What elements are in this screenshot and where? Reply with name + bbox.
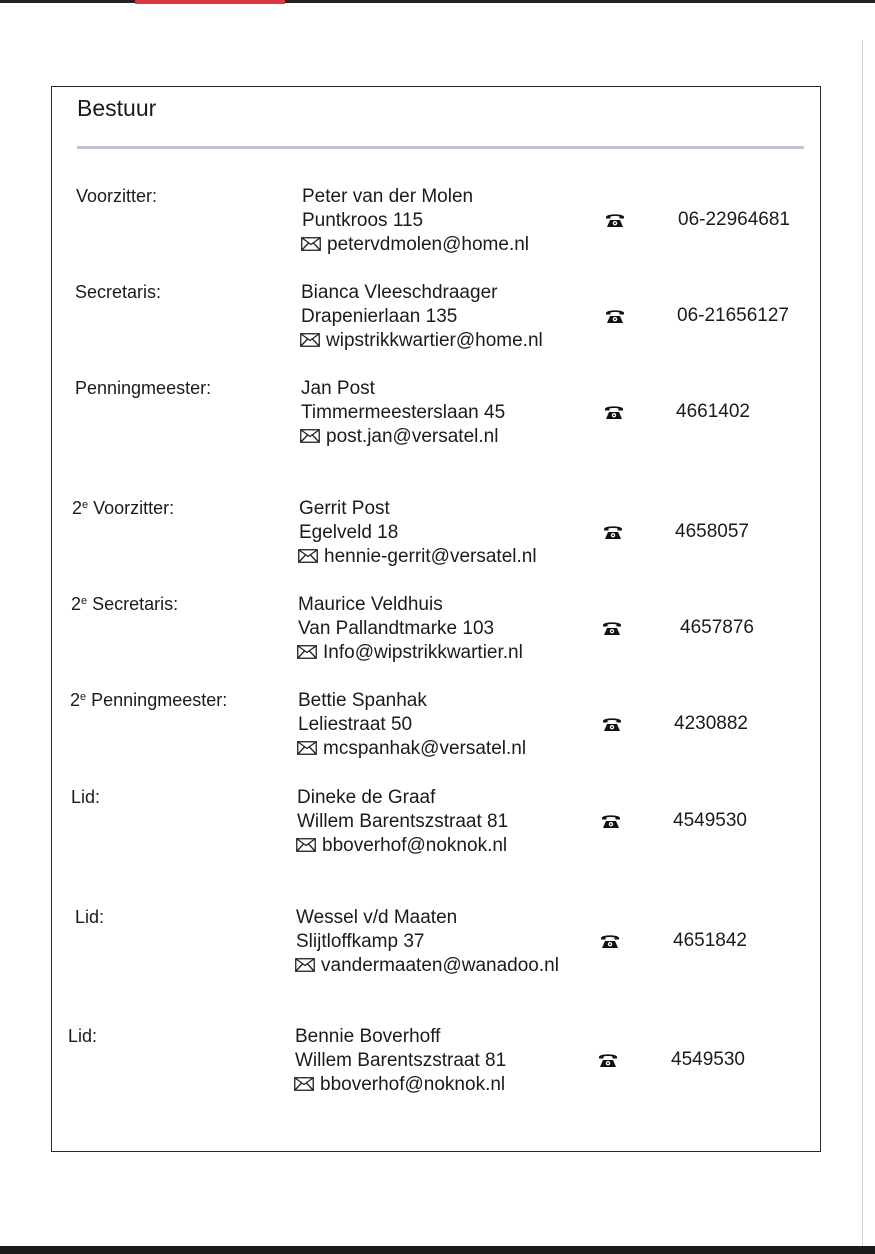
- member-address: Van Pallandtmarke 103: [298, 618, 495, 639]
- member-role: [71, 594, 178, 615]
- member-role: [75, 907, 104, 928]
- role-label: Lid:: [71, 787, 101, 807]
- telephone-icon: [602, 716, 622, 732]
- envelope-icon: [296, 836, 316, 850]
- board-member-entry: [0, 1026, 875, 1106]
- member-address: Slijtloffkamp 37: [296, 931, 425, 952]
- role-label: Penningmeester:: [75, 378, 212, 398]
- telephone-icon: [598, 1052, 618, 1068]
- role-label: Lid:: [75, 907, 105, 927]
- member-email[interactable]: Info@wipstrikkwartier.nl: [323, 642, 523, 663]
- member-phone: 06-21656127: [677, 305, 789, 326]
- member-name: Bennie Boverhoff: [295, 1026, 441, 1047]
- member-email-line: [297, 738, 526, 760]
- page-title: Bestuur: [77, 95, 157, 121]
- envelope-icon: [301, 235, 321, 249]
- role-label: Lid:: [68, 1026, 98, 1046]
- role-ordinal: 2: [71, 594, 82, 614]
- member-phone: 4651842: [673, 930, 747, 951]
- role-ordinal-suffix: e: [81, 595, 88, 607]
- member-role: [71, 787, 100, 808]
- telephone-icon: [604, 404, 624, 420]
- telephone-icon: [605, 212, 625, 228]
- member-email-line: [295, 955, 559, 977]
- member-phone: 06-22964681: [678, 209, 790, 230]
- board-member-entry: [0, 498, 875, 578]
- member-email[interactable]: hennie-gerrit@versatel.nl: [324, 546, 537, 567]
- envelope-icon: [300, 427, 320, 441]
- board-member-entry: [0, 594, 875, 674]
- member-address: Timmermeesterslaan 45: [301, 402, 506, 423]
- member-role: [70, 690, 227, 711]
- role-ordinal-suffix: e: [82, 499, 89, 511]
- board-member-entry: [0, 907, 875, 987]
- member-name: Jan Post: [301, 378, 375, 399]
- member-email[interactable]: petervdmolen@home.nl: [327, 234, 530, 255]
- member-email-line: [298, 546, 537, 568]
- telephone-icon: [601, 813, 621, 829]
- telephone-icon: [602, 620, 622, 636]
- board-member-entry: [0, 186, 875, 266]
- member-email[interactable]: bboverhof@noknok.nl: [322, 835, 508, 856]
- member-name: Wessel v/d Maaten: [296, 907, 458, 928]
- board-member-entry: [0, 787, 875, 867]
- member-email[interactable]: bboverhof@noknok.nl: [320, 1074, 506, 1095]
- member-role: [76, 186, 157, 207]
- board-member-entry: [0, 282, 875, 362]
- role-label: Secretaris:: [75, 282, 162, 302]
- member-email[interactable]: vandermaaten@wanadoo.nl: [321, 955, 559, 976]
- member-email-line: [296, 835, 507, 857]
- envelope-icon: [297, 643, 317, 657]
- member-name: Bianca Vleeschdraager: [301, 282, 498, 303]
- envelope-icon: [295, 956, 315, 970]
- member-phone: 4230882: [674, 713, 748, 734]
- member-email-line: [300, 330, 543, 352]
- member-address: Willem Barentszstraat 81: [295, 1050, 507, 1071]
- role-ordinal-suffix: e: [80, 691, 87, 703]
- member-role: [75, 378, 211, 399]
- scan-top-edge: [0, 0, 875, 3]
- envelope-icon: [300, 331, 320, 345]
- member-name: Maurice Veldhuis: [298, 594, 443, 615]
- member-phone: 4661402: [676, 401, 750, 422]
- member-email[interactable]: mcspanhak@versatel.nl: [323, 738, 527, 759]
- member-email[interactable]: wipstrikkwartier@home.nl: [326, 330, 543, 351]
- envelope-icon: [297, 739, 317, 753]
- role-label: Secretaris:: [87, 594, 179, 614]
- member-phone: 4658057: [675, 521, 749, 542]
- member-name: Dineke de Graaf: [297, 787, 436, 808]
- role-ordinal: 2: [70, 690, 81, 710]
- member-address: Puntkroos 115: [302, 210, 424, 231]
- envelope-icon: [298, 547, 318, 561]
- member-name: Gerrit Post: [299, 498, 390, 519]
- member-role: [68, 1026, 97, 1047]
- member-email-line: [297, 642, 523, 664]
- board-member-entry: [0, 690, 875, 770]
- telephone-icon: [603, 524, 623, 540]
- role-label: Voorzitter:: [88, 498, 175, 518]
- role-ordinal: 2: [72, 498, 83, 518]
- board-member-entry: [0, 378, 875, 458]
- member-email-line: [294, 1074, 505, 1096]
- member-email[interactable]: post.jan@versatel.nl: [326, 426, 499, 447]
- member-role: [72, 498, 174, 519]
- member-name: Bettie Spanhak: [298, 690, 427, 711]
- member-address: Willem Barentszstraat 81: [297, 811, 509, 832]
- scan-bottom-edge: [0, 1246, 875, 1254]
- member-email-line: [300, 426, 498, 448]
- role-label: Voorzitter:: [76, 186, 158, 206]
- member-phone: 4549530: [673, 810, 747, 831]
- member-phone: 4549530: [671, 1049, 745, 1070]
- member-address: Drapenierlaan 135: [301, 306, 458, 327]
- scan-red-mark: [135, 0, 285, 4]
- telephone-icon: [605, 308, 625, 324]
- title-divider: [77, 146, 804, 149]
- member-email-line: [301, 234, 529, 256]
- member-address: Egelveld 18: [299, 522, 399, 543]
- member-phone: 4657876: [680, 617, 754, 638]
- role-label: Penningmeester:: [86, 690, 228, 710]
- telephone-icon: [600, 933, 620, 949]
- member-role: [75, 282, 161, 303]
- member-name: Peter van der Molen: [302, 186, 474, 207]
- envelope-icon: [294, 1075, 314, 1089]
- member-address: Leliestraat 50: [298, 714, 413, 735]
